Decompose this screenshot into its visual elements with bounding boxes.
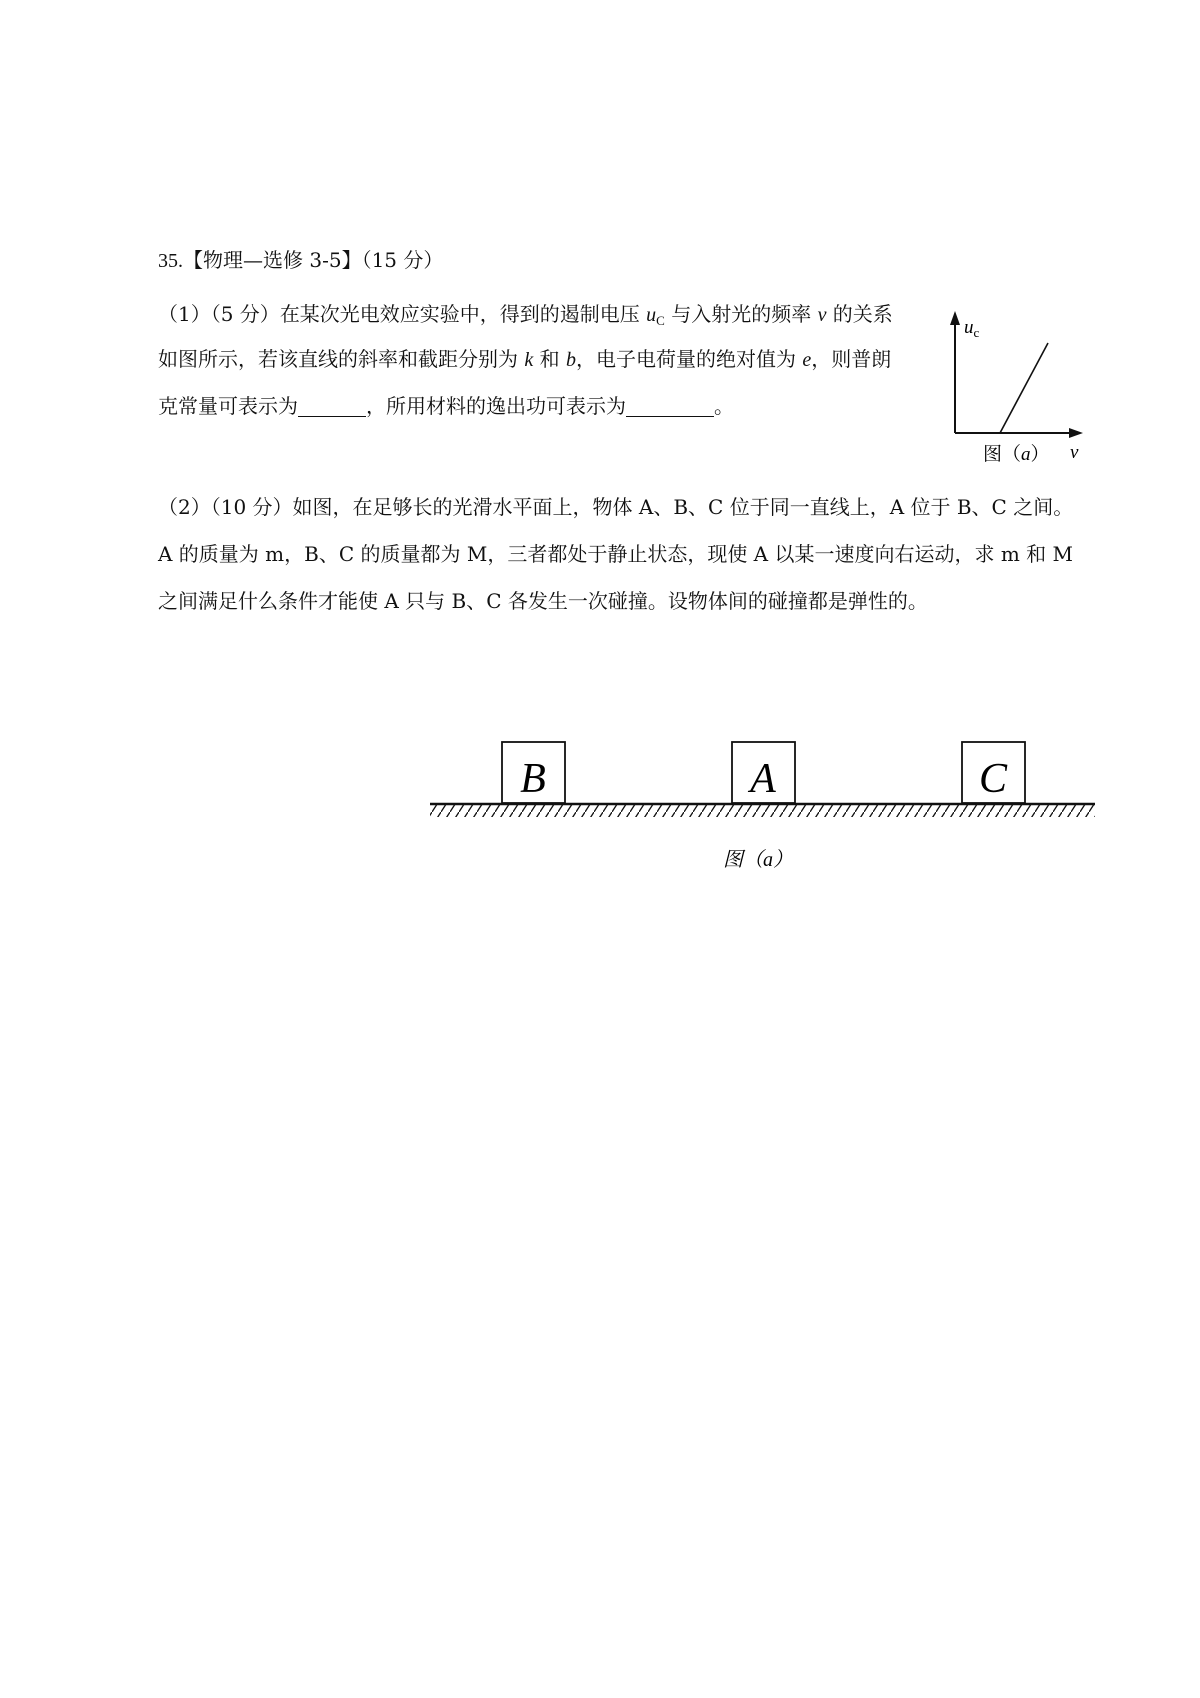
part1-text: 。 — [714, 394, 734, 418]
question-number: 35. — [158, 250, 183, 272]
part2-line2: A 的质量为 m，B、C 的质量都为 M，三者都处于静止状态，现使 A 以某一速度向右运动，求 m 和 M — [158, 542, 1073, 566]
k-variable: k — [524, 349, 534, 371]
nu-variable: ν — [817, 304, 827, 326]
part1-text: ，电子电荷量的绝对值为 — [575, 347, 803, 371]
block-a — [732, 742, 795, 803]
uc-subscript: C — [656, 313, 665, 328]
x-axis-label: ν — [1070, 442, 1079, 463]
part1-text: 在某次光电效应实验中，得到的遏制电压 — [279, 302, 647, 326]
b-variable: b — [565, 349, 576, 371]
part1-label: （1）（5 分） — [158, 302, 280, 326]
question-title: 【物理—选修 3-5】（15 分） — [183, 248, 444, 272]
part1-text: 和 — [533, 347, 566, 371]
part1-text: 与入射光的频率 — [664, 302, 818, 326]
block-a-label: A — [750, 756, 776, 802]
part2-line3: 之间满足什么条件才能使 A 只与 B、C 各发生一次碰撞。设物体间的碰撞都是弹性的。 — [158, 589, 928, 613]
part1-text: ，则普朗 — [811, 347, 892, 371]
part2-label: （2）（10 分） — [158, 495, 293, 519]
figure-caption: 图（a） — [723, 849, 793, 871]
y-axis-label: $u_c$ — [964, 317, 980, 340]
block-c-label: C — [978, 756, 1008, 802]
part2-text: 如图，在足够长的光滑水平面上，物体 A、B、C 位于同一直线上，A 位于 B、C 之间。 — [292, 495, 1074, 519]
graph-caption: 图（a） — [983, 444, 1050, 465]
e-variable: e — [802, 349, 812, 371]
block-b — [502, 742, 565, 803]
part1-text: ，所用材料的逸出功可表示为 — [366, 394, 626, 418]
block-b-label: B — [520, 756, 546, 802]
ground-hatching — [430, 804, 1095, 817]
uc-symbol: u — [646, 304, 657, 326]
part1-text: 如图所示，若该直线的斜率和截距分别为 — [158, 347, 525, 371]
part1-text: 克常量可表示为 — [158, 394, 298, 418]
block-c — [962, 742, 1025, 803]
part1-text: 的关系 — [826, 302, 893, 326]
